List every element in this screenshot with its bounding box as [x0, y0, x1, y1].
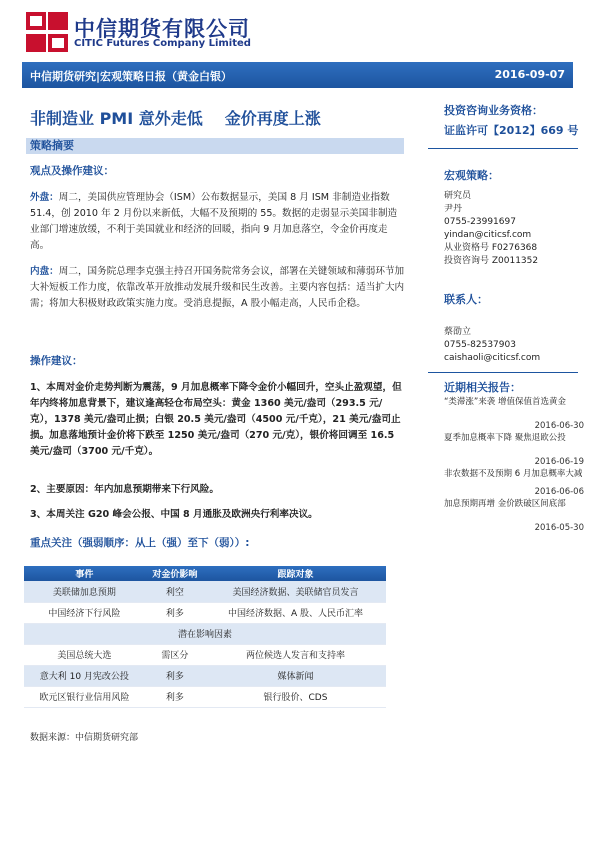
contact-title: 联系人： [444, 293, 488, 306]
divider [428, 148, 578, 149]
table-row [24, 665, 386, 686]
analyst-line: 投资咨询号 Z0011352 [444, 256, 539, 266]
report-date: 2016-06-06 [534, 487, 584, 497]
title-part-1: 非制造业 PMI 意外走低 [30, 109, 203, 128]
table-cell: 利多 [145, 686, 205, 707]
potential-factors-label: 潜在影响因素 [24, 623, 386, 644]
report-title: 非农数据不及预期 6 月加息概率大减 [444, 469, 583, 479]
table-row [24, 686, 386, 707]
data-source: 数据来源：中信期货研究部 [30, 733, 139, 743]
contact [444, 292, 584, 365]
op-2: 2、主要原因：年内加息预期带来下行风险。 [30, 484, 219, 495]
qualification [444, 103, 584, 139]
para-external [30, 190, 406, 254]
summary-bar: 策略摘要 [26, 138, 404, 154]
table-cell: 美联储加息预期 [24, 581, 145, 602]
col-impact: 对金价影响 [145, 566, 205, 581]
contact-line: 0755-82537903 [444, 340, 516, 350]
report-title: 夏季加息概率下降 聚焦退欧公投 [444, 433, 566, 443]
table-cell: 利空 [145, 581, 205, 602]
macro-title: 宏观策略： [444, 169, 499, 182]
report-header-bar [22, 62, 573, 88]
col-event: 事件 [24, 566, 145, 581]
para-domestic-label: 内盘： [30, 266, 59, 277]
table-cell: 利多 [145, 602, 205, 623]
table-cell: 中国经济数据、A 股、人民币汇率 [205, 602, 386, 623]
events-table [24, 566, 386, 708]
table-cell: 中国经济下行风险 [24, 602, 145, 623]
contact-line: 蔡劭立 [444, 327, 472, 337]
macro-analyst [444, 168, 584, 268]
table-cell: 需区分 [145, 644, 205, 665]
qual-value: 证监许可【2012】669 号 [444, 124, 579, 137]
table-cell: 利多 [145, 665, 205, 686]
report-title: 加息预期再增 金价跌破区间底部 [444, 499, 566, 509]
recent-reports [444, 380, 584, 534]
report-title: “类滞涨”来袭 增值保值首选黄金 [444, 397, 567, 407]
para-external-text: 周二，美国供应管理协会（ISM）公布数据显示，美国 8 月 ISM 非制造业指数 51.4，创 2010 年 2 月份以来新低，大幅不及预期的 55。数据的走弱显示美国非制造业部门增速放缓，不利于美国就业和经济的回暖，指向 9 月加息落空，令金价再度走高。 [30, 192, 398, 251]
company-name-cn: 中信期货有限公司 [74, 17, 250, 41]
col-tracking: 跟踪对象 [205, 566, 386, 581]
table-cell: 媒体新闻 [205, 665, 386, 686]
para-external-label: 外盘： [30, 192, 59, 203]
title-part-2: 金价再度上涨 [224, 109, 321, 128]
table-header-row [24, 566, 386, 581]
table-cell: 两位候选人发言和支持率 [205, 644, 386, 665]
report-date: 2016-05-30 [534, 523, 584, 533]
contact-line: caishaoli@citicsf.com [444, 353, 541, 363]
table-cell: 欧元区银行业信用风险 [24, 686, 145, 707]
table-row [24, 644, 386, 665]
qual-title: 投资咨询业务资格： [444, 104, 543, 117]
report-series-label: 中信期货研究|宏观策略日报（黄金白银） [30, 70, 233, 83]
reports-title: 近期相关报告： [444, 381, 521, 394]
divider [428, 372, 578, 373]
focus-heading: 重点关注（强弱顺序：从上（强）至下（弱））: [30, 537, 250, 549]
page-title [30, 106, 343, 129]
citic-logo-icon [26, 12, 68, 52]
table-cell: 美国总统大选 [24, 644, 145, 665]
table-cell: 银行股价、CDS [205, 686, 386, 707]
ops-heading: 操作建议： [30, 355, 83, 367]
op-1: 1、本周对金价走势判断为震荡，9 月加息概率下降令金价小幅回升，空头止盈观望，但年内终将加息背景下，建议逢高轻仓布局空头：黄金 1360 美元/盎司（293.5 元/克），1378 美元/盎司止损；白银 20.5 美元/盎司（4500 元/千克），21 美元/盎司止损。加息落地预计金价将下跌至 1250 美元/盎司（270 元/克），银价将回调至 16.5 美元/盎司（3700 元/千克）。 [30, 382, 402, 457]
report-date: 2016-06-19 [534, 457, 584, 467]
company-name-en: CITIC Futures Company Limited [74, 38, 251, 49]
para-domestic [30, 264, 406, 312]
analyst-line: 尹丹 [444, 204, 463, 214]
table-row [24, 581, 386, 602]
report-date: 2016-09-07 [494, 68, 565, 81]
analyst-line: 0755-23991697 [444, 217, 516, 227]
op-3: 3、本周关注 G20 峰会公报、中国 8 月通胀及欧洲央行利率决议。 [30, 509, 318, 520]
table-cell: 意大利 10 月宪改公投 [24, 665, 145, 686]
table-row [24, 602, 386, 623]
analyst-line: yindan@citicsf.com [444, 230, 532, 240]
views-heading: 观点及操作建议： [30, 165, 114, 177]
analyst-line: 研究员 [444, 191, 472, 201]
report-date: 2016-06-30 [534, 421, 584, 431]
table-row-potential [24, 623, 386, 644]
table-cell: 美国经济数据、美联储官员发言 [205, 581, 386, 602]
para-domestic-text: 周二，国务院总理李克强主持召开国务院常务会议，部署在关键领域和薄弱环节加大补短板工作力度，依靠改革开放推动发展升级和民生改善。主要内容包括：适当扩大内需；将加大积极财政政策实施力度。受消息提振，A 股小幅走高，人民币企稳。 [30, 266, 405, 309]
analyst-line: 从业资格号 F0276368 [444, 243, 538, 253]
